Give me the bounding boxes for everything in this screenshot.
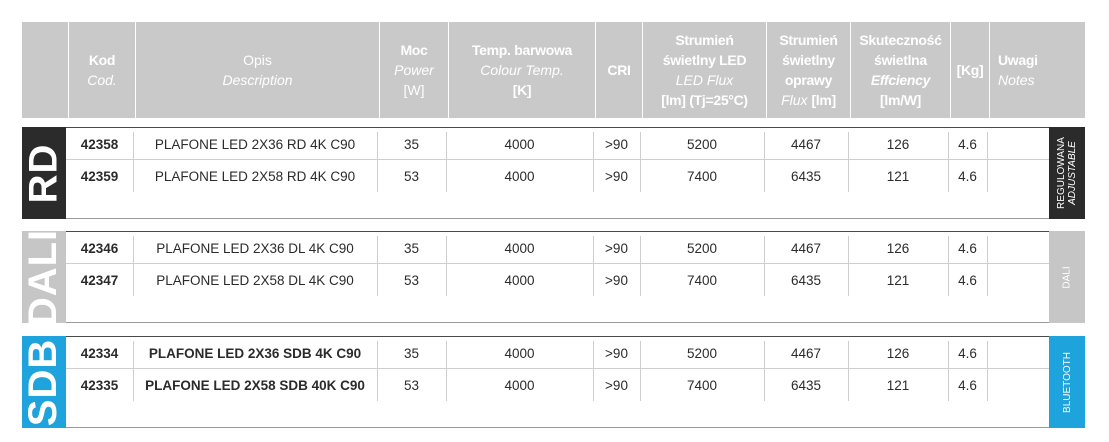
header-temp-pl: Temp. barwowa bbox=[471, 42, 573, 58]
cell-eff: 126 bbox=[886, 136, 910, 152]
cell-eff: 126 bbox=[886, 345, 910, 361]
header-code-en: Cod. bbox=[87, 72, 117, 88]
cell-eff: 121 bbox=[886, 272, 910, 288]
table-header bbox=[22, 22, 1085, 118]
column-divider bbox=[133, 341, 134, 401]
header-power bbox=[379, 22, 448, 118]
header-led-flux bbox=[642, 22, 766, 118]
header-fixture-flux bbox=[766, 22, 850, 118]
cell-flux: 6435 bbox=[790, 168, 822, 184]
header-fixture-flux-en: Flux bbox=[781, 92, 808, 108]
column-divider bbox=[848, 341, 849, 401]
cell-desc: PLAFONE LED 2X36 DL 4K C90 bbox=[156, 240, 354, 256]
header-efficiency-en: Effciency bbox=[870, 72, 931, 88]
product-group bbox=[22, 336, 1085, 428]
column-divider bbox=[987, 341, 988, 401]
header-description bbox=[135, 22, 379, 118]
cell-cri: >90 bbox=[605, 345, 628, 361]
column-divider bbox=[640, 132, 641, 192]
cell-cri: >90 bbox=[605, 168, 628, 184]
header-fixture-flux-l1: Strumień bbox=[779, 32, 838, 48]
table-row bbox=[66, 369, 1049, 401]
column-divider bbox=[593, 132, 594, 192]
cell-temp: 4000 bbox=[504, 168, 535, 184]
header-led-flux-l1: Strumień bbox=[675, 32, 734, 48]
table-row bbox=[66, 337, 1049, 369]
header-cri bbox=[595, 22, 642, 118]
cell-eff: 121 bbox=[886, 168, 910, 184]
column-divider bbox=[948, 132, 949, 192]
cell-flux: 4467 bbox=[790, 345, 822, 361]
table-row bbox=[66, 232, 1049, 264]
cell-temp: 4000 bbox=[504, 136, 535, 152]
group-side-note bbox=[1049, 127, 1085, 219]
product-group bbox=[22, 127, 1085, 219]
side-note-line1: REGULOWANA bbox=[1056, 137, 1067, 209]
column-divider bbox=[640, 341, 641, 401]
cell-led-flux: 5200 bbox=[686, 345, 718, 361]
header-description-en: Description bbox=[222, 72, 293, 88]
cell-desc: PLAFONE LED 2X36 SDB 4K C90 bbox=[148, 345, 362, 361]
cell-flux: 6435 bbox=[790, 272, 822, 288]
group-tag-label: DALI bbox=[21, 228, 66, 326]
cell-code: 42347 bbox=[80, 272, 119, 288]
header-weight bbox=[950, 22, 989, 118]
column-divider bbox=[377, 132, 378, 192]
group-tag bbox=[21, 228, 66, 326]
column-divider bbox=[640, 236, 641, 296]
column-divider bbox=[446, 132, 447, 192]
header-code-pl: Kod bbox=[88, 52, 116, 68]
column-divider bbox=[133, 236, 134, 296]
column-divider bbox=[133, 132, 134, 192]
header-efficiency-l1: Skuteczność bbox=[859, 32, 942, 48]
table-row bbox=[66, 264, 1049, 296]
side-note-line1: DALI bbox=[1061, 265, 1073, 289]
header-led-flux-l2: świetlny LED bbox=[662, 52, 747, 68]
cell-kg: 4.6 bbox=[958, 272, 977, 288]
table-row bbox=[66, 160, 1049, 192]
cell-power: 35 bbox=[403, 136, 420, 152]
side-note-line1: BLUETOOTH bbox=[1061, 351, 1073, 413]
column-divider bbox=[764, 132, 765, 192]
cell-cri: >90 bbox=[605, 240, 628, 256]
cell-kg: 4.6 bbox=[958, 345, 977, 361]
header-cri-label: CRI bbox=[607, 62, 631, 78]
group-side-note-text bbox=[1062, 352, 1073, 413]
cell-power: 53 bbox=[403, 377, 420, 393]
header-temp-en: Colour Temp. bbox=[480, 62, 564, 78]
group-side-note-text bbox=[1056, 137, 1078, 209]
column-divider bbox=[593, 341, 594, 401]
cell-led-flux: 5200 bbox=[686, 240, 718, 256]
cell-code: 42334 bbox=[80, 345, 119, 361]
cell-kg: 4.6 bbox=[958, 377, 977, 393]
header-temp bbox=[448, 22, 595, 118]
header-notes-en: Notes bbox=[998, 72, 1035, 88]
column-divider bbox=[593, 236, 594, 296]
cell-code: 42358 bbox=[80, 136, 119, 152]
column-divider bbox=[848, 132, 849, 192]
cell-cri: >90 bbox=[605, 272, 628, 288]
group-tag bbox=[22, 336, 66, 428]
cell-flux: 4467 bbox=[790, 136, 822, 152]
cell-temp: 4000 bbox=[504, 240, 535, 256]
cell-led-flux: 5200 bbox=[686, 136, 718, 152]
cell-cri: >90 bbox=[605, 136, 628, 152]
cell-kg: 4.6 bbox=[958, 168, 977, 184]
header-power-en: Power bbox=[394, 62, 434, 78]
cell-led-flux: 7400 bbox=[686, 168, 718, 184]
column-divider bbox=[764, 341, 765, 401]
column-divider bbox=[446, 236, 447, 296]
group-tag-label: RD bbox=[21, 143, 66, 203]
cell-eff: 121 bbox=[886, 377, 910, 393]
column-divider bbox=[987, 132, 988, 192]
group-side-note bbox=[1049, 231, 1085, 323]
cell-power: 53 bbox=[403, 272, 420, 288]
cell-cri: >90 bbox=[605, 377, 628, 393]
column-divider bbox=[377, 236, 378, 296]
header-fixture-flux-l2: świetlny bbox=[782, 52, 835, 68]
cell-desc: PLAFONE LED 2X58 SDB 40K C90 bbox=[145, 377, 365, 393]
cell-led-flux: 7400 bbox=[686, 272, 718, 288]
header-notes bbox=[989, 22, 1085, 118]
column-divider bbox=[764, 236, 765, 296]
header-efficiency-l2: świetlna bbox=[874, 52, 927, 68]
header-led-flux-en: LED Flux bbox=[675, 72, 734, 88]
group-side-note-text bbox=[1061, 266, 1072, 288]
column-divider bbox=[377, 341, 378, 401]
group-tag-label: SDB bbox=[21, 338, 66, 426]
cell-power: 35 bbox=[403, 345, 420, 361]
side-note-line2: ADJUSTABLE bbox=[1067, 141, 1078, 205]
group-side-note bbox=[1049, 336, 1085, 428]
cell-desc: PLAFONE LED 2X36 RD 4K C90 bbox=[154, 136, 356, 152]
product-group bbox=[21, 228, 1085, 326]
group-tag bbox=[22, 127, 66, 219]
cell-code: 42359 bbox=[80, 168, 119, 184]
cell-power: 35 bbox=[403, 240, 420, 256]
header-code bbox=[68, 22, 135, 118]
cell-code: 42346 bbox=[80, 240, 119, 256]
header-efficiency-unit: [lm/W] bbox=[880, 92, 921, 108]
cell-temp: 4000 bbox=[504, 377, 535, 393]
column-divider bbox=[446, 341, 447, 401]
header-led-flux-unit: [lm] (Tj=25°C) bbox=[661, 92, 748, 108]
cell-code: 42335 bbox=[80, 377, 119, 393]
header-power-unit: [W] bbox=[403, 82, 425, 98]
header-notes-pl: Uwagi bbox=[998, 52, 1038, 68]
cell-desc: PLAFONE LED 2X58 DL 4K C90 bbox=[156, 272, 354, 288]
cell-kg: 4.6 bbox=[958, 240, 977, 256]
cell-desc: PLAFONE LED 2X58 RD 4K C90 bbox=[154, 168, 356, 184]
column-divider bbox=[987, 236, 988, 296]
column-divider bbox=[848, 236, 849, 296]
cell-temp: 4000 bbox=[504, 345, 535, 361]
cell-led-flux: 7400 bbox=[686, 377, 718, 393]
header-description-pl: Opis bbox=[243, 52, 272, 68]
header-power-pl: Moc bbox=[400, 42, 428, 58]
header-fixture-flux-l3: oprawy bbox=[784, 72, 833, 88]
header-fixture-flux-unit: [lm] bbox=[811, 92, 836, 108]
header-tag-column bbox=[22, 22, 68, 118]
header-efficiency bbox=[850, 22, 950, 118]
cell-flux: 4467 bbox=[790, 240, 822, 256]
cell-kg: 4.6 bbox=[958, 136, 977, 152]
cell-power: 53 bbox=[403, 168, 420, 184]
cell-flux: 6435 bbox=[790, 377, 822, 393]
column-divider bbox=[948, 236, 949, 296]
table-row bbox=[66, 128, 1049, 160]
cell-eff: 126 bbox=[886, 240, 910, 256]
header-temp-unit: [K] bbox=[512, 82, 532, 98]
cell-temp: 4000 bbox=[504, 272, 535, 288]
header-weight-unit: [Kg] bbox=[956, 62, 984, 78]
column-divider bbox=[948, 341, 949, 401]
